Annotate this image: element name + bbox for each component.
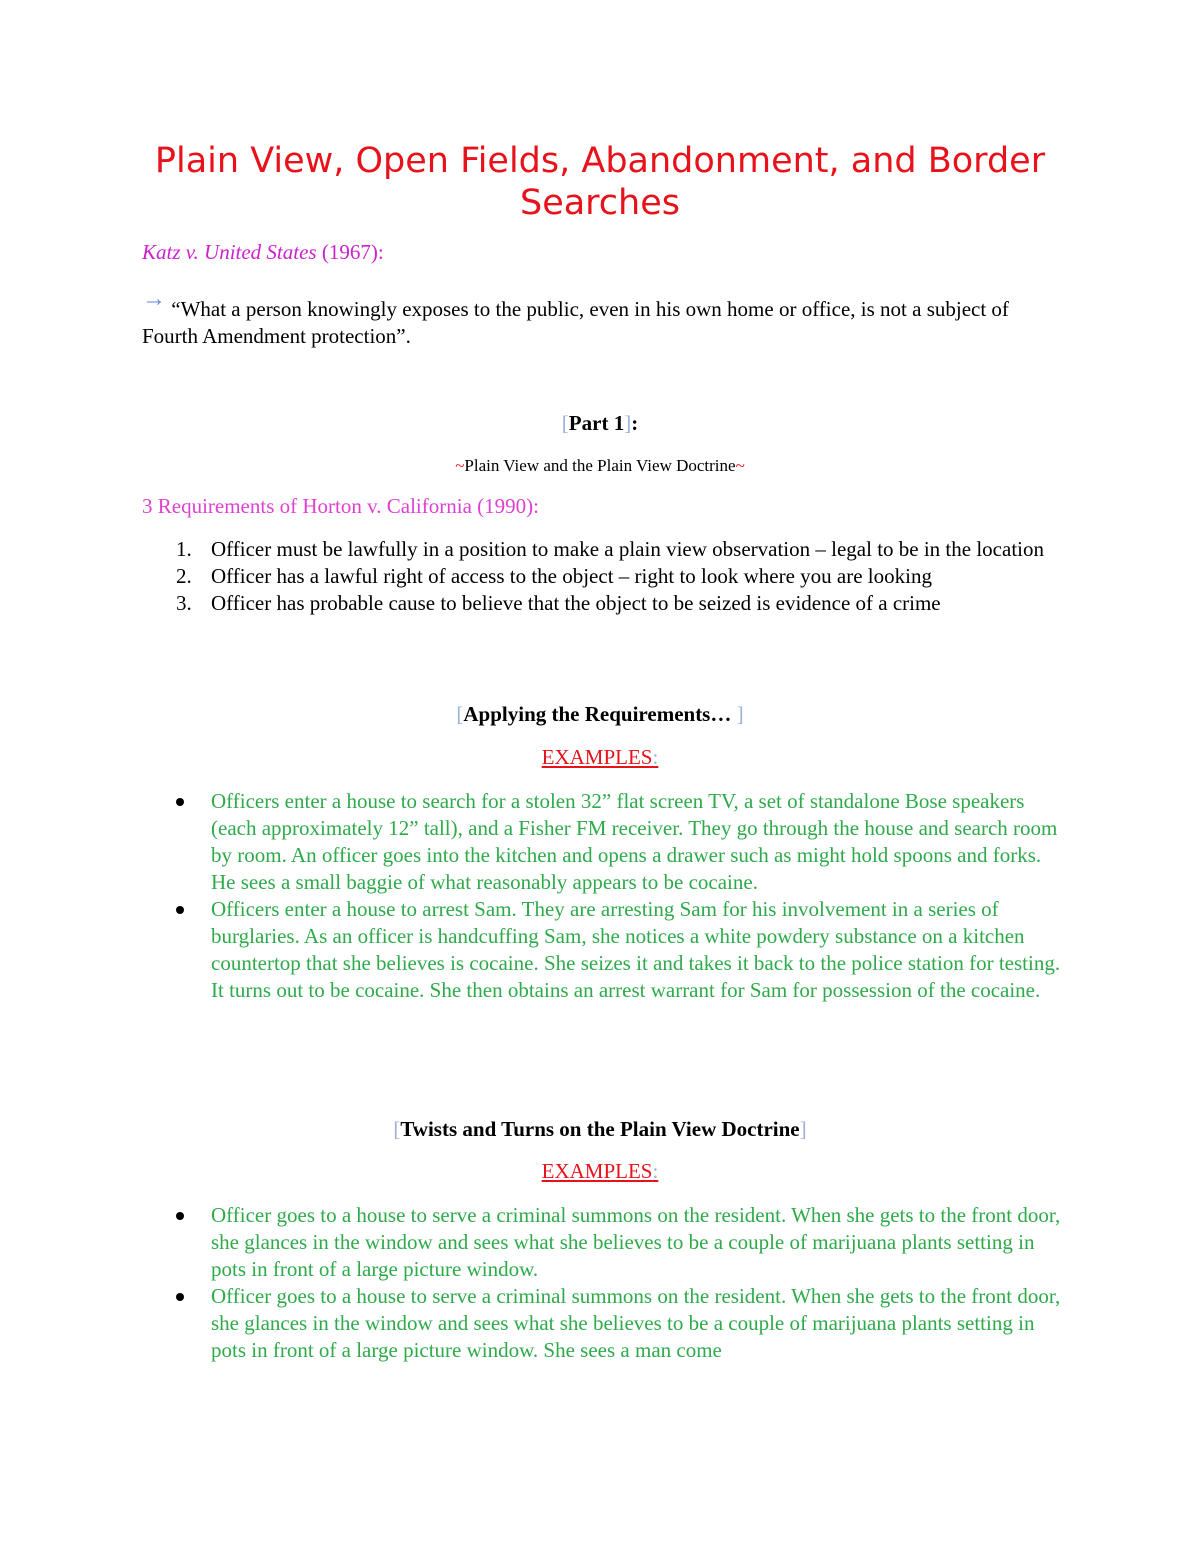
examples-text: EXAMPLES (541, 1159, 653, 1183)
list-number: 2. (176, 564, 192, 588)
list-item-text: Officer must be lawfully in a position to make a plain view observation – legal to be in the location (211, 537, 1044, 561)
examples-text: EXAMPLES (541, 745, 653, 769)
bullet-icon (176, 1293, 184, 1301)
examples-colon: : (652, 745, 659, 769)
examples-colon: : (652, 1159, 659, 1183)
bracket-open: [ (393, 1117, 401, 1141)
bullet-icon (176, 1212, 184, 1220)
katz-year: (1967): (316, 240, 384, 264)
part-heading (120, 411, 1080, 436)
katz-quote (142, 286, 1062, 350)
list-item-text: Officer has probable cause to believe that the object to be seized is evidence of a crime (211, 591, 941, 615)
examples-label (120, 745, 1080, 770)
examples-list-twists (142, 1202, 1064, 1364)
applying-heading (120, 702, 1080, 727)
list-item (142, 1202, 1064, 1283)
subheading-text: Plain View and the Plain View Doctrine (464, 456, 736, 475)
document-title: Plain View, Open Fields, Abandonment, and Border Searches (154, 141, 1046, 223)
requirements-list (142, 536, 1062, 617)
list-item-text: Officer has a lawful right of access to the object – right to look where you are looking (211, 564, 932, 588)
example-text: Officers enter a house to arrest Sam. They are arresting Sam for his involvement in a series of burglaries. As an officer is handcuffing Sam, she notices a white powdery substance on a kitchen countertop that she believes is cocaine. She seizes it and takes it back to the police station for testing. It turns out to be cocaine. She then obtains an arrest warrant for Sam for possession of the cocaine. (211, 897, 1061, 1002)
list-item (142, 896, 1064, 1004)
bracket-close: ] (736, 702, 744, 726)
example-text: Officers enter a house to search for a stolen 32” flat screen TV, a set of standalone Bose speakers (each approximately 12” tall), and a Fisher FM receiver. They go through the house and search room by room. An officer goes into the kitchen and opens a drawer such as might hold spoons and forks. He sees a small baggie of what reasonably appears to be cocaine. (211, 789, 1058, 894)
part-colon: : (631, 411, 639, 435)
applying-label: Applying the Requirements… (463, 702, 732, 726)
katz-citation (142, 240, 384, 265)
example-text: Officer goes to a house to serve a criminal summons on the resident. When she gets to the front door, she glances in the window and sees what she believes to be a couple of marijuana plants setting in pots in front of a large picture window. She sees a man come (211, 1284, 1061, 1362)
bullet-icon (176, 798, 184, 806)
examples-list-applying (142, 788, 1064, 1004)
twists-label: Twists and Turns on the Plain View Doctrine (400, 1117, 800, 1141)
bracket-close: ] (624, 411, 632, 435)
list-number: 3. (176, 591, 192, 615)
list-item (142, 563, 1062, 590)
list-item (142, 1283, 1064, 1364)
twists-heading (120, 1117, 1080, 1142)
bracket-open: [ (456, 702, 464, 726)
list-item (142, 536, 1062, 563)
quote-text: “What a person knowingly exposes to the public, even in his own home or office, is not a subject of Fourth Amendment protection”. (142, 297, 1009, 348)
requirements-heading: 3 Requirements of Horton v. California (1990): (142, 494, 539, 518)
katz-case-name: Katz v. United States (142, 240, 317, 264)
arrow-icon: → (142, 286, 166, 312)
examples-label (120, 1159, 1080, 1184)
tilde-left: ~ (455, 456, 465, 475)
bullet-icon (176, 906, 184, 914)
list-number: 1. (176, 537, 192, 561)
list-item (142, 788, 1064, 896)
part-label: Part 1 (568, 411, 625, 435)
list-item (142, 590, 1062, 617)
tilde-right: ~ (735, 456, 745, 475)
bracket-open: [ (561, 411, 569, 435)
section-subheading (120, 456, 1080, 476)
example-text: Officer goes to a house to serve a criminal summons on the resident. When she gets to the front door, she glances in the window and sees what she believes to be a couple of marijuana plants setting in pots in front of a large picture window. (211, 1203, 1061, 1281)
bracket-close: ] (799, 1117, 807, 1141)
